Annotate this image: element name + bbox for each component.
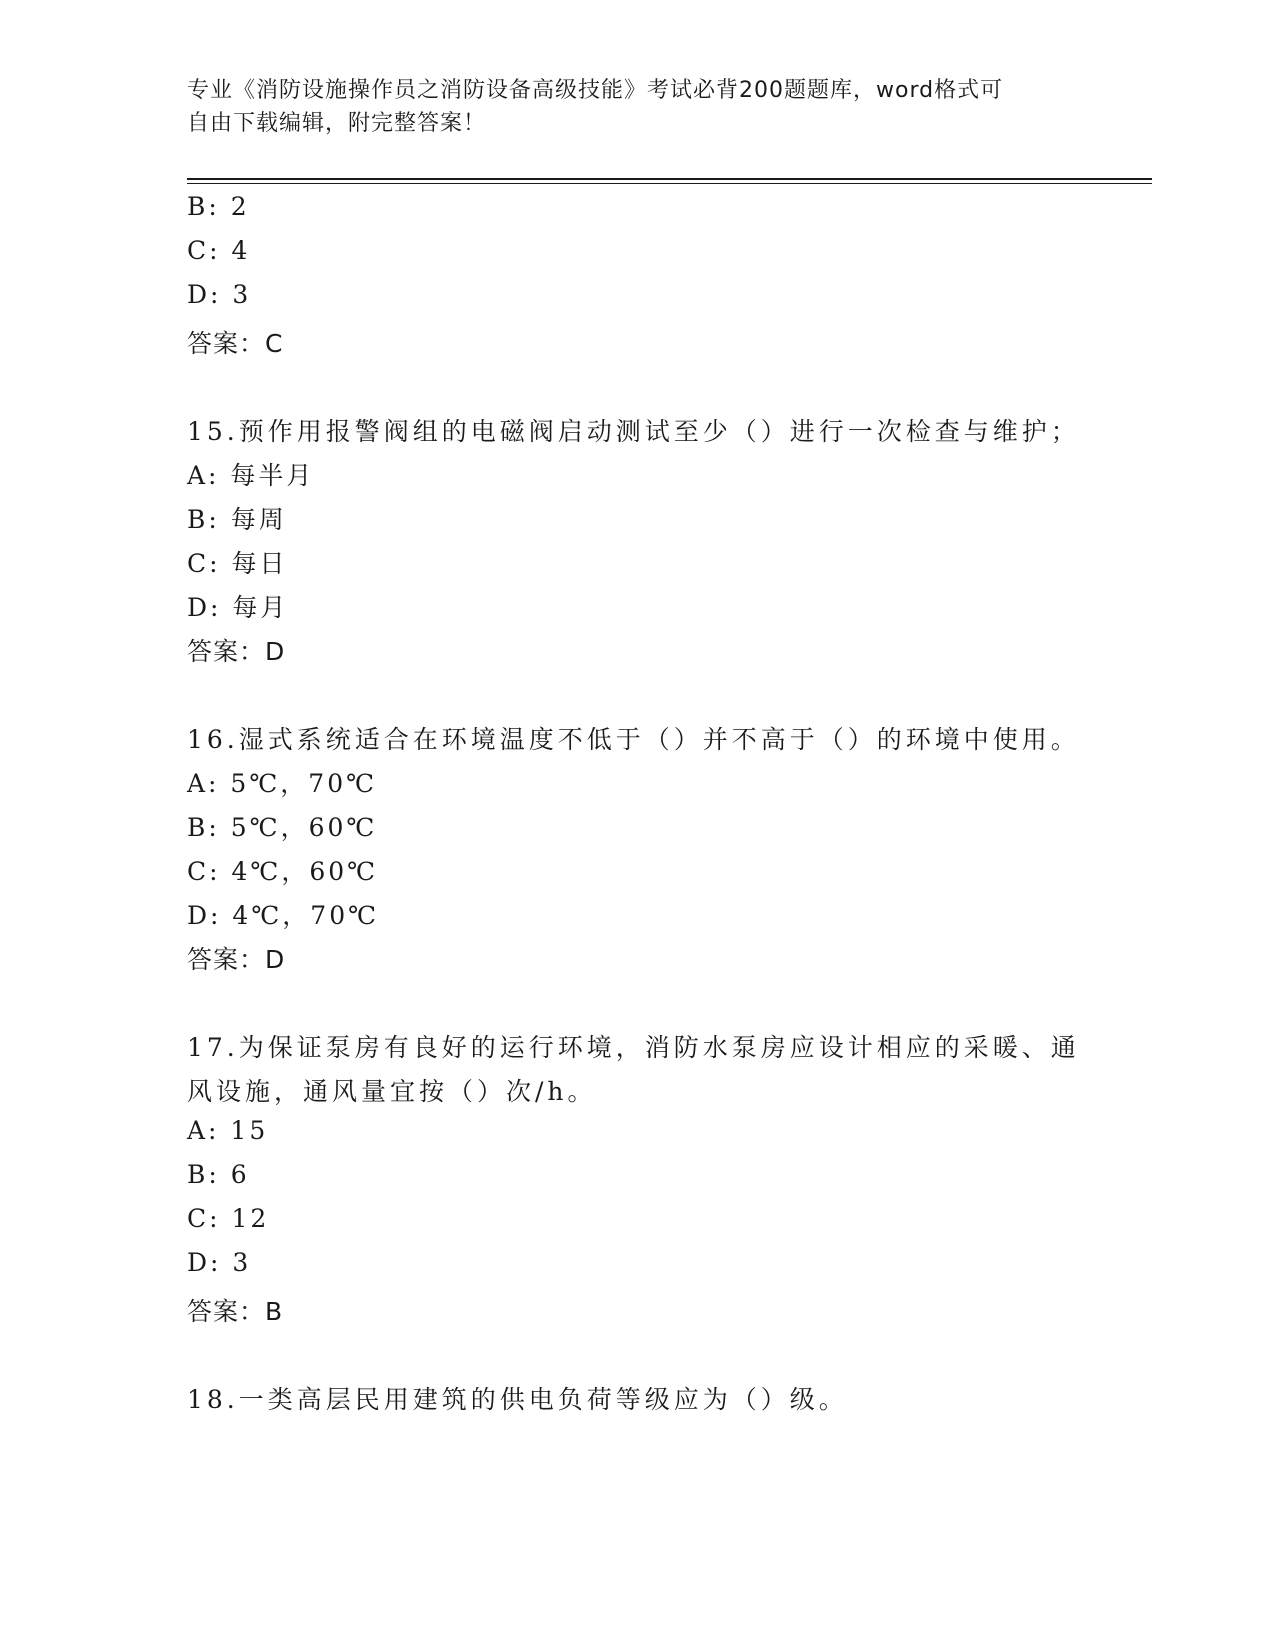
q14-answer: 答案：C xyxy=(187,329,284,358)
q15-question: 15.预作用报警阀组的电磁阀启动测试至少（）进行一次检查与维护； xyxy=(187,417,1080,446)
q15-option-b: B: 每周 xyxy=(187,505,287,534)
q17-question-line-1: 17.为保证泵房有良好的运行环境，消防水泵房应设计相应的采暖、通 xyxy=(187,1033,1080,1062)
q15-option-a: A: 每半月 xyxy=(187,461,315,490)
q15-option-d: D: 每月 xyxy=(187,593,289,622)
q14-option-b: B: 2 xyxy=(187,192,250,221)
q18-question: 18.一类高层民用建筑的供电负荷等级应为（）级。 xyxy=(187,1385,848,1414)
header-divider-thick xyxy=(187,178,1152,180)
header-line-1: 专业《消防设施操作员之消防设备高级技能》考试必背200题题库，word格式可 xyxy=(187,78,1004,103)
q14-option-d: D: 3 xyxy=(187,280,252,309)
q17-question-line-2: 风设施，通风量宜按（）次/h。 xyxy=(187,1077,597,1106)
q17-answer: 答案：B xyxy=(187,1297,284,1326)
q15-option-c: C: 每日 xyxy=(187,549,288,578)
q15-answer: 答案：D xyxy=(187,637,286,666)
q17-option-a: A: 15 xyxy=(187,1116,269,1145)
q16-answer: 答案：D xyxy=(187,945,286,974)
q16-option-d: D: 4℃，70℃ xyxy=(187,901,380,930)
q16-option-c: C: 4℃，60℃ xyxy=(187,857,379,886)
header-line-2: 自由下载编辑，附完整答案！ xyxy=(187,111,487,136)
header-divider-thin xyxy=(187,183,1152,184)
q14-option-c: C: 4 xyxy=(187,236,251,265)
q17-option-c: C: 12 xyxy=(187,1204,270,1233)
document-header xyxy=(187,74,1067,140)
q17-option-d: D: 3 xyxy=(187,1248,252,1277)
q16-question: 16.湿式系统适合在环境温度不低于（）并不高于（）的环境中使用。 xyxy=(187,725,1080,754)
q16-option-b: B: 5℃，60℃ xyxy=(187,813,378,842)
q17-option-b: B: 6 xyxy=(187,1160,250,1189)
q16-option-a: A: 5℃，70℃ xyxy=(187,769,378,798)
